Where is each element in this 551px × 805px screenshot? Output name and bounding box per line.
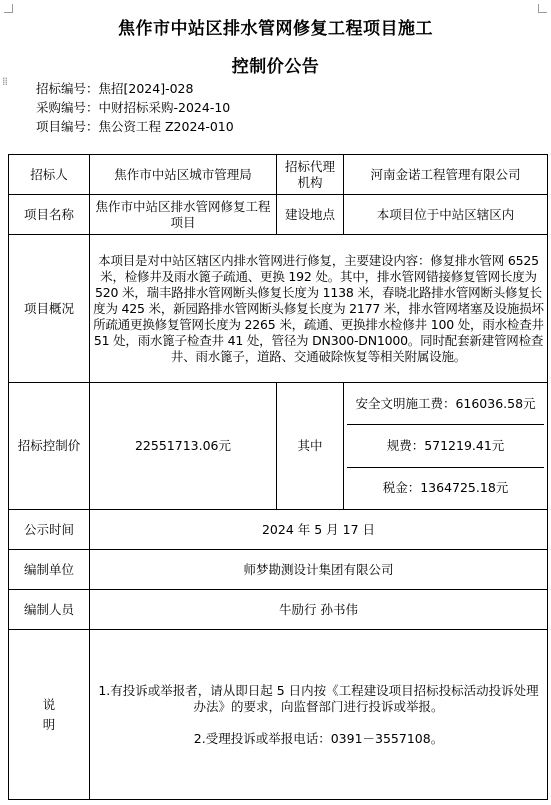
site-value: 本项目位于中站区辖区内 (344, 195, 548, 235)
overview-label: 项目概况 (9, 235, 90, 383)
note-phone: 2.受理投诉或举报电话：0391－3557108。 (193, 730, 444, 746)
project-name-value: 焦作市中站区排水管网修复工程项目 (90, 195, 277, 235)
overview-value: 本项目是对中站区辖区内排水管网进行修复，主要建设内容：修复排水管网 6525 米，检修井及雨水篦子疏通、更换 192 处。其中，排水管网错接修复管网长度为 520 米，瑞丰路排水管网断头修复长度为 1138 米，春晓北路排水管网断头修复长度为 425 米，新园路排水管网断头修复长度为 2177 米，排水管网堵塞及设施损坏所疏通更换修复管网长度为 2265 米，疏通、更换排水检修井 100 处，雨水检查井 51 处，雨水篦子检查井 41 处，管径为 DN300-DN1000。同时配套新建管网检查井、雨水篦子，道路、交通破除恢复等相关附属设施。 (90, 235, 548, 383)
compiler-unit-label: 编制单位 (9, 550, 90, 590)
notes-content (90, 630, 548, 800)
page-corner-mark-left (4, 4, 13, 13)
regulation-fee: 规费：571219.41元 (347, 424, 544, 466)
drag-handle-icon[interactable]: ⁞⁞ (2, 75, 7, 88)
among-label: 其中 (277, 383, 344, 510)
site-label: 建设地点 (277, 195, 344, 235)
page-corner-mark-right (538, 4, 547, 13)
bid-number: 招标编号：焦招[2024]-028 (36, 81, 194, 96)
compiler-unit-value: 师梦勘测设计集团有限公司 (90, 550, 548, 590)
table-row-tenderer (9, 155, 548, 195)
tax: 税金：1364725.18元 (347, 467, 544, 509)
control-price-label: 招标控制价 (9, 383, 90, 510)
publicity-value: 2024 年 5 月 17 日 (90, 510, 548, 550)
notes-label-char-2: 明 (42, 716, 56, 732)
control-price-value: 22551713.06元 (90, 383, 277, 510)
table-row-publicity (9, 510, 548, 550)
agency-value: 河南金诺工程管理有限公司 (344, 155, 548, 195)
note-complaint: 1.有投诉或举报者，请从即日起 5 日内按《工程建设项目招标投标活动投诉处理办法》的要求，向监督部门进行投诉或举报。 (98, 682, 539, 714)
safety-fee: 安全文明施工费：616036.58元 (355, 395, 536, 411)
notes-label (9, 630, 90, 800)
table-row-overview (9, 235, 548, 383)
compiler-person-value: 牛励行 孙书伟 (90, 590, 548, 630)
table-row-compiler-unit (9, 550, 548, 590)
table-row-control-price (9, 383, 548, 510)
fee-breakdown (344, 383, 548, 510)
project-name-label: 项目名称 (9, 195, 90, 235)
table-row-notes (9, 630, 548, 800)
agency-label: 招标代理机构 (277, 155, 344, 195)
table-row-compiler-person (9, 590, 548, 630)
tenderer-value: 焦作市中站区城市管理局 (90, 155, 277, 195)
notes-label-char-1: 说 (42, 696, 56, 712)
page-subtitle: 控制价公告 (231, 57, 320, 77)
procurement-number: 采购编号：中财招标采购-2024-10 (36, 100, 231, 115)
announcement-table (8, 154, 548, 800)
compiler-person-label: 编制人员 (9, 590, 90, 630)
publicity-label: 公示时间 (9, 510, 90, 550)
project-number: 项目编号：焦公资工程 Z2024-010 (36, 119, 234, 134)
tenderer-label: 招标人 (9, 155, 90, 195)
page-title: 焦作市中站区排水管网修复工程项目施工 (118, 19, 433, 39)
table-row-project (9, 195, 548, 235)
